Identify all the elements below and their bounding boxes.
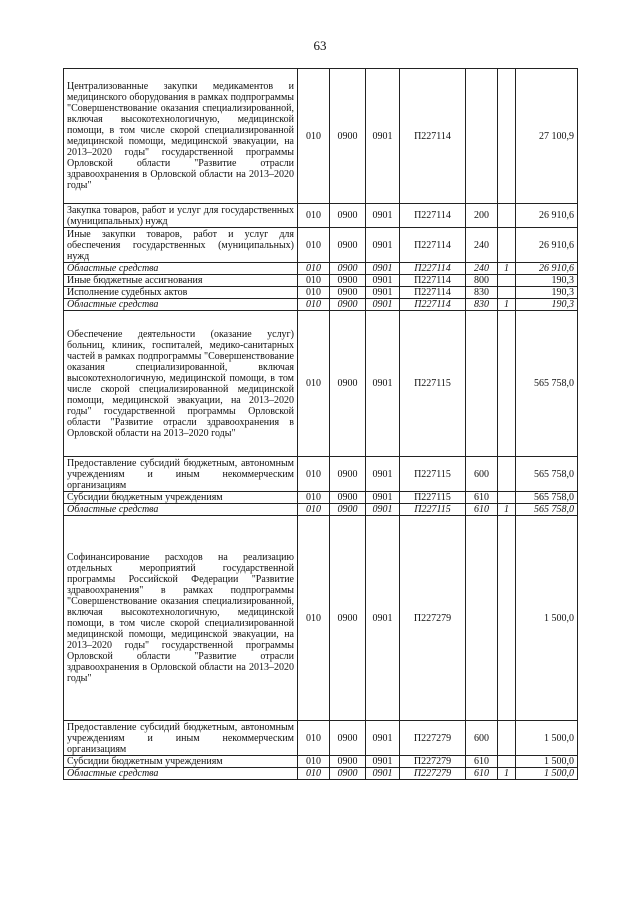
row-code-ministry: 010 [298, 69, 330, 204]
row-code-target: П227115 [400, 457, 466, 492]
row-code-target: П227114 [400, 69, 466, 204]
row-code-subsection: 0901 [366, 492, 400, 504]
row-code-expense-type: 800 [466, 275, 498, 287]
row-description: Предоставление субсидий бюджетным, автономным учреждениям и иным некоммерческим организациям [64, 721, 298, 756]
row-code-source [498, 516, 516, 721]
row-code-section: 0900 [330, 504, 366, 516]
row-code-ministry: 010 [298, 756, 330, 768]
row-code-section: 0900 [330, 516, 366, 721]
row-code-expense-type: 200 [466, 204, 498, 228]
row-code-subsection: 0901 [366, 457, 400, 492]
row-amount: 190,3 [516, 287, 578, 299]
row-amount: 565 758,0 [516, 311, 578, 457]
row-code-target: П227115 [400, 504, 466, 516]
row-description: Субсидии бюджетным учреждениям [64, 492, 298, 504]
row-code-source [498, 756, 516, 768]
row-code-expense-type [466, 516, 498, 721]
row-code-subsection: 0901 [366, 756, 400, 768]
row-description: Областные средства [64, 504, 298, 516]
row-code-section: 0900 [330, 457, 366, 492]
row-code-expense-type: 610 [466, 768, 498, 780]
row-description: Областные средства [64, 768, 298, 780]
row-code-source: 1 [498, 263, 516, 275]
row-code-source [498, 492, 516, 504]
row-code-source [498, 69, 516, 204]
row-code-subsection: 0901 [366, 768, 400, 780]
row-code-target: П227114 [400, 275, 466, 287]
row-code-section: 0900 [330, 299, 366, 311]
row-code-ministry: 010 [298, 263, 330, 275]
row-amount: 27 100,9 [516, 69, 578, 204]
row-code-target: П227279 [400, 756, 466, 768]
row-code-expense-type: 610 [466, 756, 498, 768]
row-code-expense-type: 830 [466, 299, 498, 311]
row-code-ministry: 010 [298, 287, 330, 299]
row-code-target: П227114 [400, 287, 466, 299]
row-amount: 26 910,6 [516, 263, 578, 275]
row-code-ministry: 010 [298, 504, 330, 516]
row-code-section: 0900 [330, 756, 366, 768]
table-row [64, 275, 578, 287]
row-description: Обеспечение деятельности (оказание услуг) больниц, клиник, госпиталей, медико-санитарных частей в рамках подпрограммы "Совершенствование оказания специализированной, включая высокотехнологичную, медицинской помощи, в том числе скорой специализированной медицинской помощи, медицинской эвакуации, на 2013–2020 годы" государственной программы Орловской области "Развитие отрасли здравоохранения в Орловской области на 2013–2020 годы" [64, 311, 298, 457]
table-row [64, 721, 578, 756]
row-code-subsection: 0901 [366, 311, 400, 457]
row-code-source [498, 457, 516, 492]
row-code-ministry: 010 [298, 228, 330, 263]
row-code-subsection: 0901 [366, 263, 400, 275]
row-code-target: П227279 [400, 721, 466, 756]
row-description: Закупка товаров, работ и услуг для государственных (муниципальных) нужд [64, 204, 298, 228]
table-row [64, 516, 578, 721]
row-description: Исполнение судебных актов [64, 287, 298, 299]
row-code-source [498, 204, 516, 228]
row-amount: 26 910,6 [516, 228, 578, 263]
row-code-source [498, 228, 516, 263]
row-amount: 1 500,0 [516, 516, 578, 721]
row-code-source: 1 [498, 504, 516, 516]
row-code-source [498, 311, 516, 457]
row-code-target: П227114 [400, 204, 466, 228]
row-amount: 565 758,0 [516, 504, 578, 516]
row-amount: 190,3 [516, 275, 578, 287]
table-row [64, 287, 578, 299]
row-code-section: 0900 [330, 721, 366, 756]
table-body [64, 69, 578, 780]
row-description: Областные средства [64, 299, 298, 311]
row-code-section: 0900 [330, 228, 366, 263]
row-code-source: 1 [498, 299, 516, 311]
row-code-subsection: 0901 [366, 204, 400, 228]
row-code-expense-type: 600 [466, 721, 498, 756]
row-code-section: 0900 [330, 287, 366, 299]
table-row [64, 228, 578, 263]
row-code-expense-type [466, 311, 498, 457]
row-code-section: 0900 [330, 275, 366, 287]
row-code-expense-type: 240 [466, 263, 498, 275]
table-row [64, 768, 578, 780]
row-code-section: 0900 [330, 204, 366, 228]
row-code-source [498, 721, 516, 756]
row-description: Централизованные закупки медикаментов и медицинского оборудования в рамках подпрограммы "Совершенствование оказания специализированной, включая высокотехнологичную, медицинской помощи, в том числе скорой специализированной медицинской помощи, медицинской эвакуации, на 2013–2020 годы" государственной программы Орловской области "Развитие отрасли здравоохранения в Орловской области на 2013–2020 годы" [64, 69, 298, 204]
row-code-subsection: 0901 [366, 721, 400, 756]
row-description: Субсидии бюджетным учреждениям [64, 756, 298, 768]
row-code-ministry: 010 [298, 516, 330, 721]
row-code-ministry: 010 [298, 721, 330, 756]
row-code-section: 0900 [330, 69, 366, 204]
table-row [64, 756, 578, 768]
row-code-subsection: 0901 [366, 287, 400, 299]
row-amount: 1 500,0 [516, 768, 578, 780]
row-code-ministry: 010 [298, 492, 330, 504]
row-code-ministry: 010 [298, 311, 330, 457]
row-code-subsection: 0901 [366, 299, 400, 311]
row-amount: 1 500,0 [516, 756, 578, 768]
row-code-subsection: 0901 [366, 516, 400, 721]
row-amount: 565 758,0 [516, 492, 578, 504]
table-row [64, 311, 578, 457]
table-row [64, 299, 578, 311]
table-row [64, 204, 578, 228]
table-row [64, 69, 578, 204]
table-row [64, 263, 578, 275]
row-code-expense-type [466, 69, 498, 204]
row-code-section: 0900 [330, 263, 366, 275]
row-code-section: 0900 [330, 311, 366, 457]
row-amount: 26 910,6 [516, 204, 578, 228]
table-row [64, 457, 578, 492]
row-code-source [498, 275, 516, 287]
row-code-expense-type: 600 [466, 457, 498, 492]
row-description: Софинансирование расходов на реализацию отдельных мероприятий государственной программы Российской Федерации "Развитие здравоохранения" в рамках подпрограммы "Совершенствование оказания специализированной, включая высокотехнологичную, медицинской помощи, в том числе скорой специализированной медицинской помощи, медицинской эвакуации, на 2013–2020 годы" государственной программы Орловской области "Развитие отрасли здравоохранения в Орловской области на 2013–2020 годы" [64, 516, 298, 721]
row-code-source: 1 [498, 768, 516, 780]
row-code-subsection: 0901 [366, 69, 400, 204]
row-description: Иные бюджетные ассигнования [64, 275, 298, 287]
row-code-section: 0900 [330, 492, 366, 504]
row-code-ministry: 010 [298, 457, 330, 492]
row-code-expense-type: 830 [466, 287, 498, 299]
row-amount: 1 500,0 [516, 721, 578, 756]
row-code-ministry: 010 [298, 299, 330, 311]
row-code-target: П227115 [400, 311, 466, 457]
row-code-target: П227279 [400, 516, 466, 721]
row-code-source [498, 287, 516, 299]
row-code-target: П227279 [400, 768, 466, 780]
row-amount: 565 758,0 [516, 457, 578, 492]
row-description: Иные закупки товаров, работ и услуг для обеспечения государственных (муниципальных) нужд [64, 228, 298, 263]
row-code-expense-type: 240 [466, 228, 498, 263]
row-code-subsection: 0901 [366, 228, 400, 263]
row-code-target: П227114 [400, 299, 466, 311]
table-row [64, 504, 578, 516]
row-code-ministry: 010 [298, 275, 330, 287]
row-description: Областные средства [64, 263, 298, 275]
row-code-subsection: 0901 [366, 275, 400, 287]
row-code-subsection: 0901 [366, 504, 400, 516]
row-code-target: П227114 [400, 228, 466, 263]
row-code-ministry: 010 [298, 204, 330, 228]
row-code-target: П227115 [400, 492, 466, 504]
row-amount: 190,3 [516, 299, 578, 311]
page-number: 63 [313, 38, 327, 53]
row-description: Предоставление субсидий бюджетным, автономным учреждениям и иным некоммерческим организациям [64, 457, 298, 492]
row-code-expense-type: 610 [466, 492, 498, 504]
row-code-target: П227114 [400, 263, 466, 275]
row-code-expense-type: 610 [466, 504, 498, 516]
budget-table [63, 68, 578, 780]
row-code-ministry: 010 [298, 768, 330, 780]
row-code-section: 0900 [330, 768, 366, 780]
table-row [64, 492, 578, 504]
